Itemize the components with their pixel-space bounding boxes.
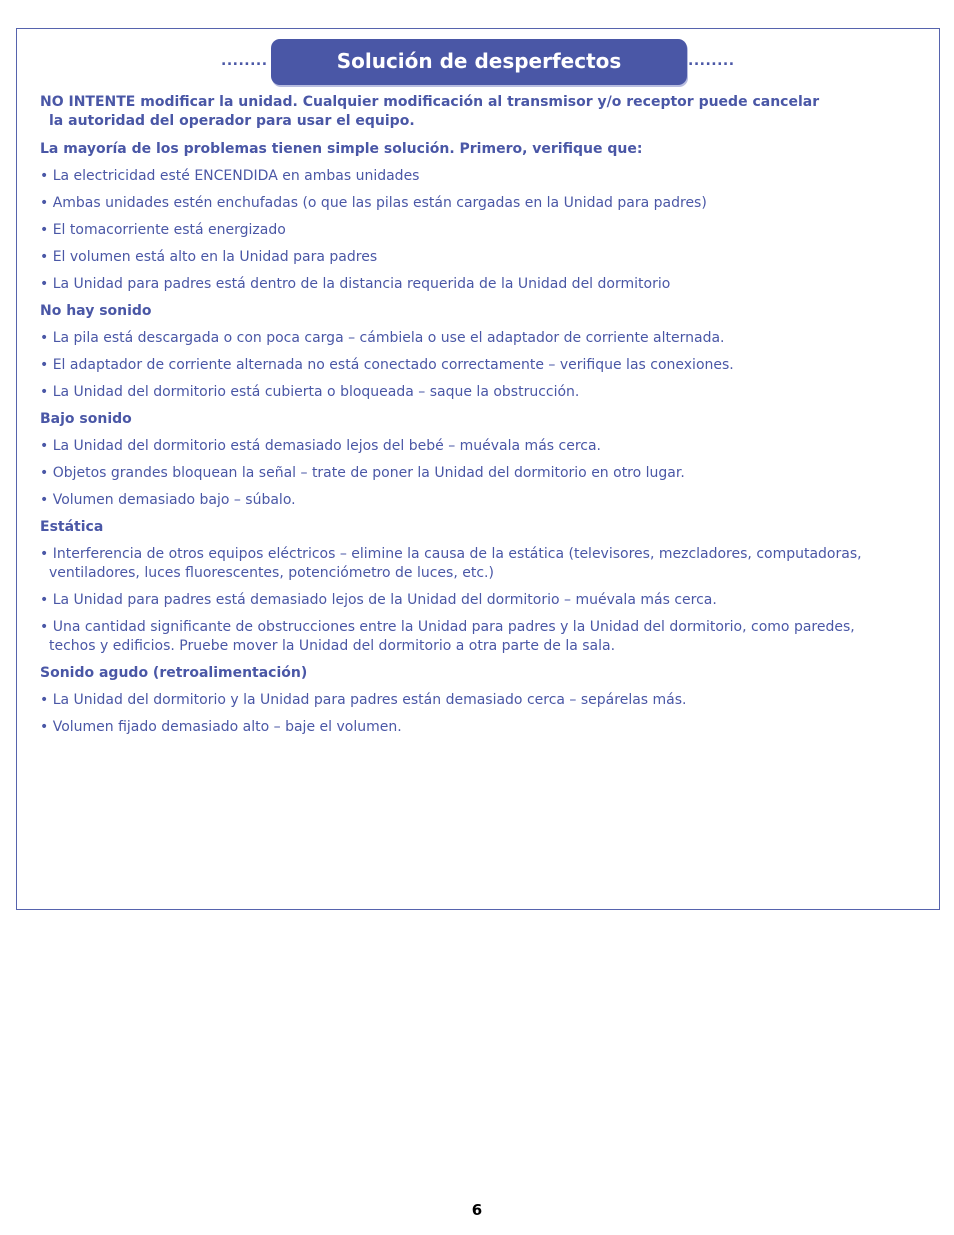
list-item	[40, 437, 920, 456]
title-bar	[17, 39, 939, 87]
content	[40, 93, 920, 737]
page-title: Solución de desperfectos	[271, 39, 687, 85]
list-item-text: • Volumen demasiado bajo – súbalo.	[40, 492, 296, 508]
list-item-text: • El adaptador de corriente alternada no está conectado correctamente – verifique las conexiones.	[40, 357, 734, 373]
list-item-text: • La Unidad del dormitorio y la Unidad para padres están demasiado cerca – sepárelas más.	[40, 692, 687, 708]
list-item	[40, 491, 920, 510]
list-item-text: • Una cantidad significante de obstrucciones entre la Unidad para padres y la Unidad del dormitorio, como paredes,	[40, 619, 855, 635]
section-heading-no-sound: No hay sonido	[40, 303, 152, 319]
list-item	[40, 545, 920, 583]
list-item	[40, 464, 920, 483]
list-item-text: • La Unidad del dormitorio está cubierta o bloqueada – saque la obstrucción.	[40, 384, 580, 400]
warning-text	[40, 93, 920, 131]
intro-text: La mayoría de los problemas tienen simple solución. Primero, verifique que:	[40, 141, 643, 157]
list-item	[40, 383, 920, 402]
list-item-text: • La pila está descargada o con poca carga – cámbiela o use el adaptador de corriente alternada.	[40, 330, 725, 346]
list-item	[40, 329, 920, 348]
list-item-text-continued: ventiladores, luces fluorescentes, potenciómetro de luces, etc.)	[49, 565, 494, 581]
list-item	[40, 591, 920, 610]
list-item	[40, 718, 920, 737]
list-item	[40, 691, 920, 710]
title-dots-left: ........	[221, 53, 268, 69]
list-item-text: • Interferencia de otros equipos eléctricos – elimine la causa de la estática (televisores, mezcladores, computadoras,	[40, 546, 862, 562]
section-heading-feedback: Sonido agudo (retroalimentación)	[40, 665, 308, 681]
checklist-item: • La electricidad esté ENCENDIDA en ambas unidades	[40, 168, 420, 184]
page-number: 6	[471, 1201, 483, 1219]
list-item	[40, 618, 920, 656]
checklist-item: • El tomacorriente está energizado	[40, 222, 286, 238]
checklist-item: • La Unidad para padres está dentro de la distancia requerida de la Unidad del dormitorio	[40, 276, 671, 292]
list-item-text: • Volumen fijado demasiado alto – baje el volumen.	[40, 719, 402, 735]
title-dots-right: ........	[688, 53, 735, 69]
checklist-item: • Ambas unidades estén enchufadas (o que las pilas están cargadas en la Unidad para padres)	[40, 195, 707, 211]
section-heading-static: Estática	[40, 519, 104, 535]
section-heading-low-sound: Bajo sonido	[40, 411, 132, 427]
list-item-text: • La Unidad del dormitorio está demasiado lejos del bebé – muévala más cerca.	[40, 438, 601, 454]
warning-line-1: NO INTENTE modificar la unidad. Cualquier modificación al transmisor y/o receptor puede cancelar	[40, 94, 820, 110]
troubleshooting-panel	[16, 28, 940, 910]
list-item-text: • Objetos grandes bloquean la señal – trate de poner la Unidad del dormitorio en otro lugar.	[40, 465, 685, 481]
checklist-item: • El volumen está alto en la Unidad para padres	[40, 249, 378, 265]
warning-line-2: la autoridad del operador para usar el equipo.	[49, 113, 415, 129]
list-item-text-continued: techos y edificios. Pruebe mover la Unidad del dormitorio a otra parte de la sala.	[49, 638, 616, 654]
list-item-text: • La Unidad para padres está demasiado lejos de la Unidad del dormitorio – muévala más cerca.	[40, 592, 717, 608]
list-item	[40, 356, 920, 375]
